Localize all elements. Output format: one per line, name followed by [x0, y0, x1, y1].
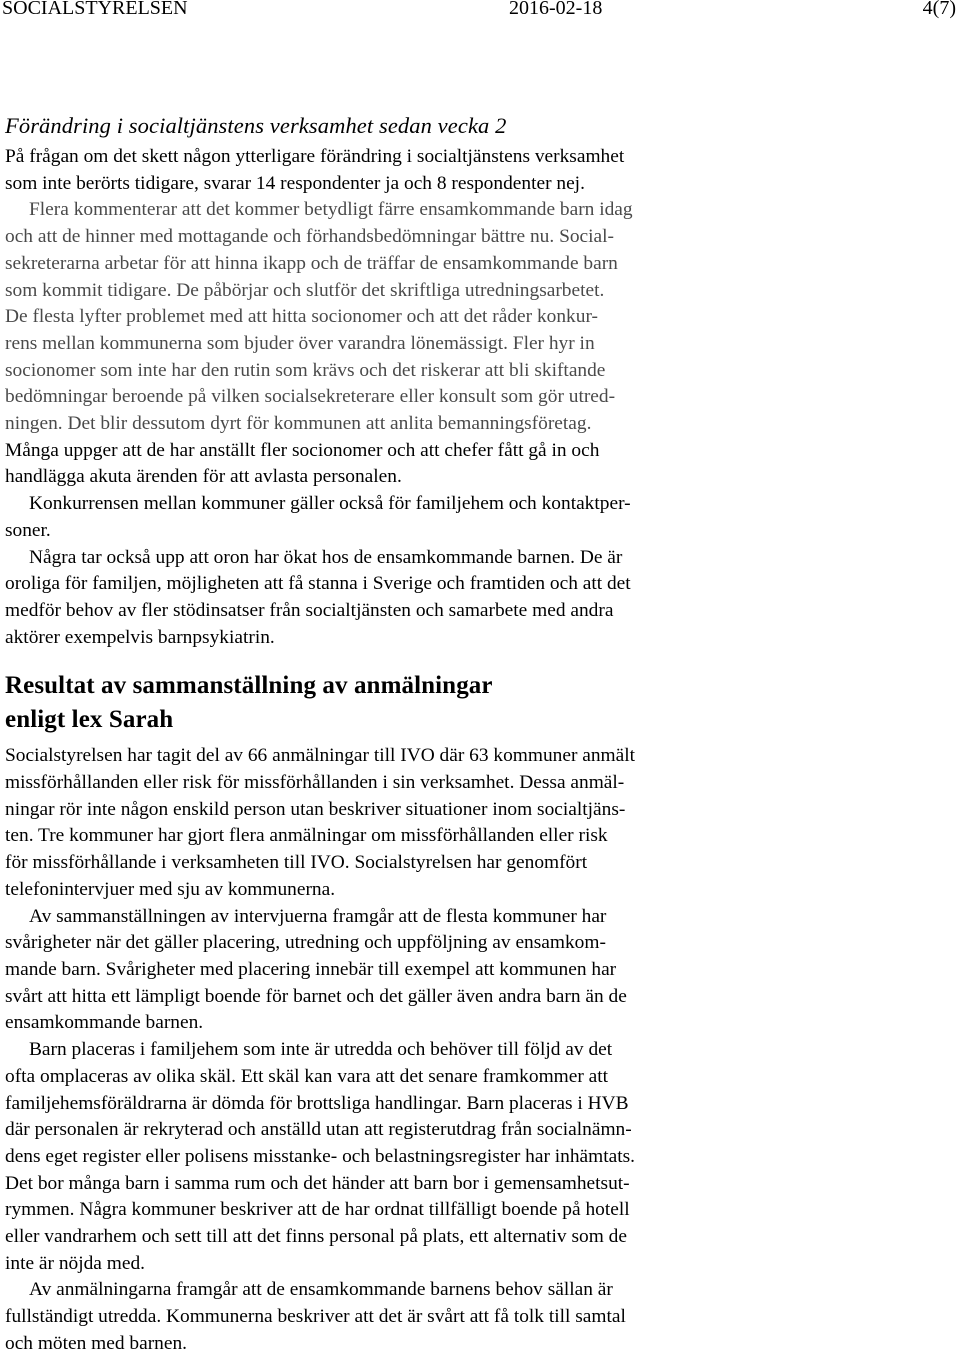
text-line: mande barn. Svårigheter med placering innebär till exempel att kommunen har — [5, 958, 617, 980]
text-line: missförhållanden eller risk för missförhållanden i sin verksamhet. Dessa anmäl- — [5, 772, 625, 794]
text-line: svårt att hitta ett lämpligt boende för barnet och det gäller även andra barn än de — [5, 985, 627, 1007]
text-line: inte är nöjda med. — [5, 1252, 145, 1274]
text-line: ten. Tre kommuner har gjort flera anmälningar om missförhållanden eller risk — [5, 825, 608, 847]
text-line: dens eget register eller polisens misstanke- och belastningsregister har inhämtats. — [5, 1145, 636, 1167]
header-organization: SOCIALSTYRELSEN — [2, 0, 188, 19]
paragraph — [5, 304, 733, 438]
text-line: familjehemsföräldrarna är dömda för brottsliga handlingar. Barn placeras i HVB — [5, 1092, 629, 1114]
text-line: som inte berörts tidigare, svarar 14 respondenter ja och 8 respondenter nej. — [5, 172, 585, 194]
document-body — [5, 112, 733, 1358]
text-line: för missförhållande i verksamheten till IVO. Socialstyrelsen har genomfört — [5, 852, 588, 874]
paragraph — [5, 144, 733, 197]
text-line: rymmen. Några kommuner beskriver att de har ordnat tillfälligt boende på hotell — [5, 1199, 630, 1221]
paragraph — [5, 743, 733, 903]
section-heading-lex-sarah — [5, 669, 733, 737]
paragraph — [5, 197, 733, 304]
text-line: Flera kommenterar att det kommer betydligt färre ensamkommande barn idag — [29, 199, 633, 221]
text-line: ofta omplaceras av olika skäl. Ett skäl kan vara att det senare framkommer att — [5, 1065, 609, 1087]
paragraph — [5, 904, 733, 1038]
paragraph — [5, 1037, 733, 1277]
text-line: oroliga för familjen, möjligheten att få stanna i Sverige och framtiden och att det — [5, 573, 631, 595]
page-header — [0, 0, 960, 26]
text-line: soner. — [5, 519, 51, 541]
header-page-number: 4(7) — [922, 0, 956, 19]
text-line: medför behov av fler stödinsatser från socialtjänsten och samarbete med andra — [5, 599, 614, 621]
section-heading-socialtjanst-change: Förändring i socialtjänstens verksamhet sedan vecka 2 — [5, 113, 507, 138]
text-line: Många uppger att de har anställt fler socionomer och att chefer fått gå in och — [5, 439, 600, 461]
text-line: rens mellan kommunerna som bjuder över varandra lönemässigt. Fler hyr in — [5, 332, 595, 354]
text-line: sekreterarna arbetar för att hinna ikapp och de träffar de ensamkommande barn — [5, 252, 618, 274]
text-line: fullständigt utredda. Kommunerna beskriver att det är svårt att få tolk till samtal — [5, 1306, 626, 1328]
heading-line: enligt lex Sarah — [5, 706, 174, 734]
heading-line: Resultat av sammanställning av anmälningar — [5, 672, 493, 700]
paragraph — [5, 491, 733, 544]
text-line: och möten med barnen. — [5, 1332, 187, 1354]
text-line: där personalen är rekryterad och anställd utan att registerutdrag från socialnämn- — [5, 1119, 632, 1141]
text-line: Barn placeras i familjehem som inte är utredda och behöver till följd av det — [29, 1039, 613, 1061]
text-line: De flesta lyfter problemet med att hitta socionomer och att det råder konkur- — [5, 306, 598, 328]
text-line: Det bor många barn i samma rum och det händer att barn bor i gemensamhetsut- — [5, 1172, 630, 1194]
text-line: socionomer som inte har den rutin som krävs och det riskerar att bli skiftande — [5, 359, 606, 381]
text-line: telefonintervjuer med sju av kommunerna. — [5, 878, 336, 900]
text-line: ningen. Det blir dessutom dyrt för kommunen att anlita bemanningsföretag. — [5, 413, 592, 435]
text-line: aktörer exempelvis barnpsykiatrin. — [5, 626, 275, 648]
paragraph — [5, 438, 733, 491]
text-line: ningar rör inte någon enskild person utan beskriver situationer inom socialtjäns- — [5, 798, 626, 820]
text-line: Konkurrensen mellan kommuner gäller också för familjehem och kontaktper- — [29, 493, 631, 515]
text-line: Av anmälningarna framgår att de ensamkommande barnens behov sällan är — [29, 1279, 613, 1301]
text-line: Socialstyrelsen har tagit del av 66 anmälningar till IVO där 63 kommuner anmält — [5, 745, 636, 767]
paragraph — [5, 545, 733, 652]
paragraph — [5, 1277, 733, 1357]
text-line: svårigheter när det gäller placering, utredning och uppföljning av ensamkom- — [5, 932, 606, 954]
text-line: Av sammanställningen av intervjuerna framgår att de flesta kommuner har — [29, 905, 607, 927]
text-line: och att de hinner med mottagande och förhandsbedömningar bättre nu. Social- — [5, 226, 614, 248]
text-line: Några tar också upp att oron har ökat hos de ensamkommande barnen. De är — [29, 546, 623, 568]
text-line: bedömningar beroende på vilken socialsekreterare eller konsult som gör utred- — [5, 386, 616, 408]
text-line: som kommit tidigare. De påbörjar och slutför det skriftliga utredningsarbetet. — [5, 279, 605, 301]
header-date: 2016-02-18 — [509, 0, 603, 19]
text-line: eller vandrarhem och sett till att det finns personal på plats, ett alternativ som de — [5, 1226, 627, 1248]
text-line: handlägga akuta ärenden för att avlasta personalen. — [5, 466, 402, 488]
text-line: ensamkommande barnen. — [5, 1012, 204, 1034]
text-line: På frågan om det skett någon ytterligare förändring i socialtjänstens verksamhet — [5, 146, 625, 167]
